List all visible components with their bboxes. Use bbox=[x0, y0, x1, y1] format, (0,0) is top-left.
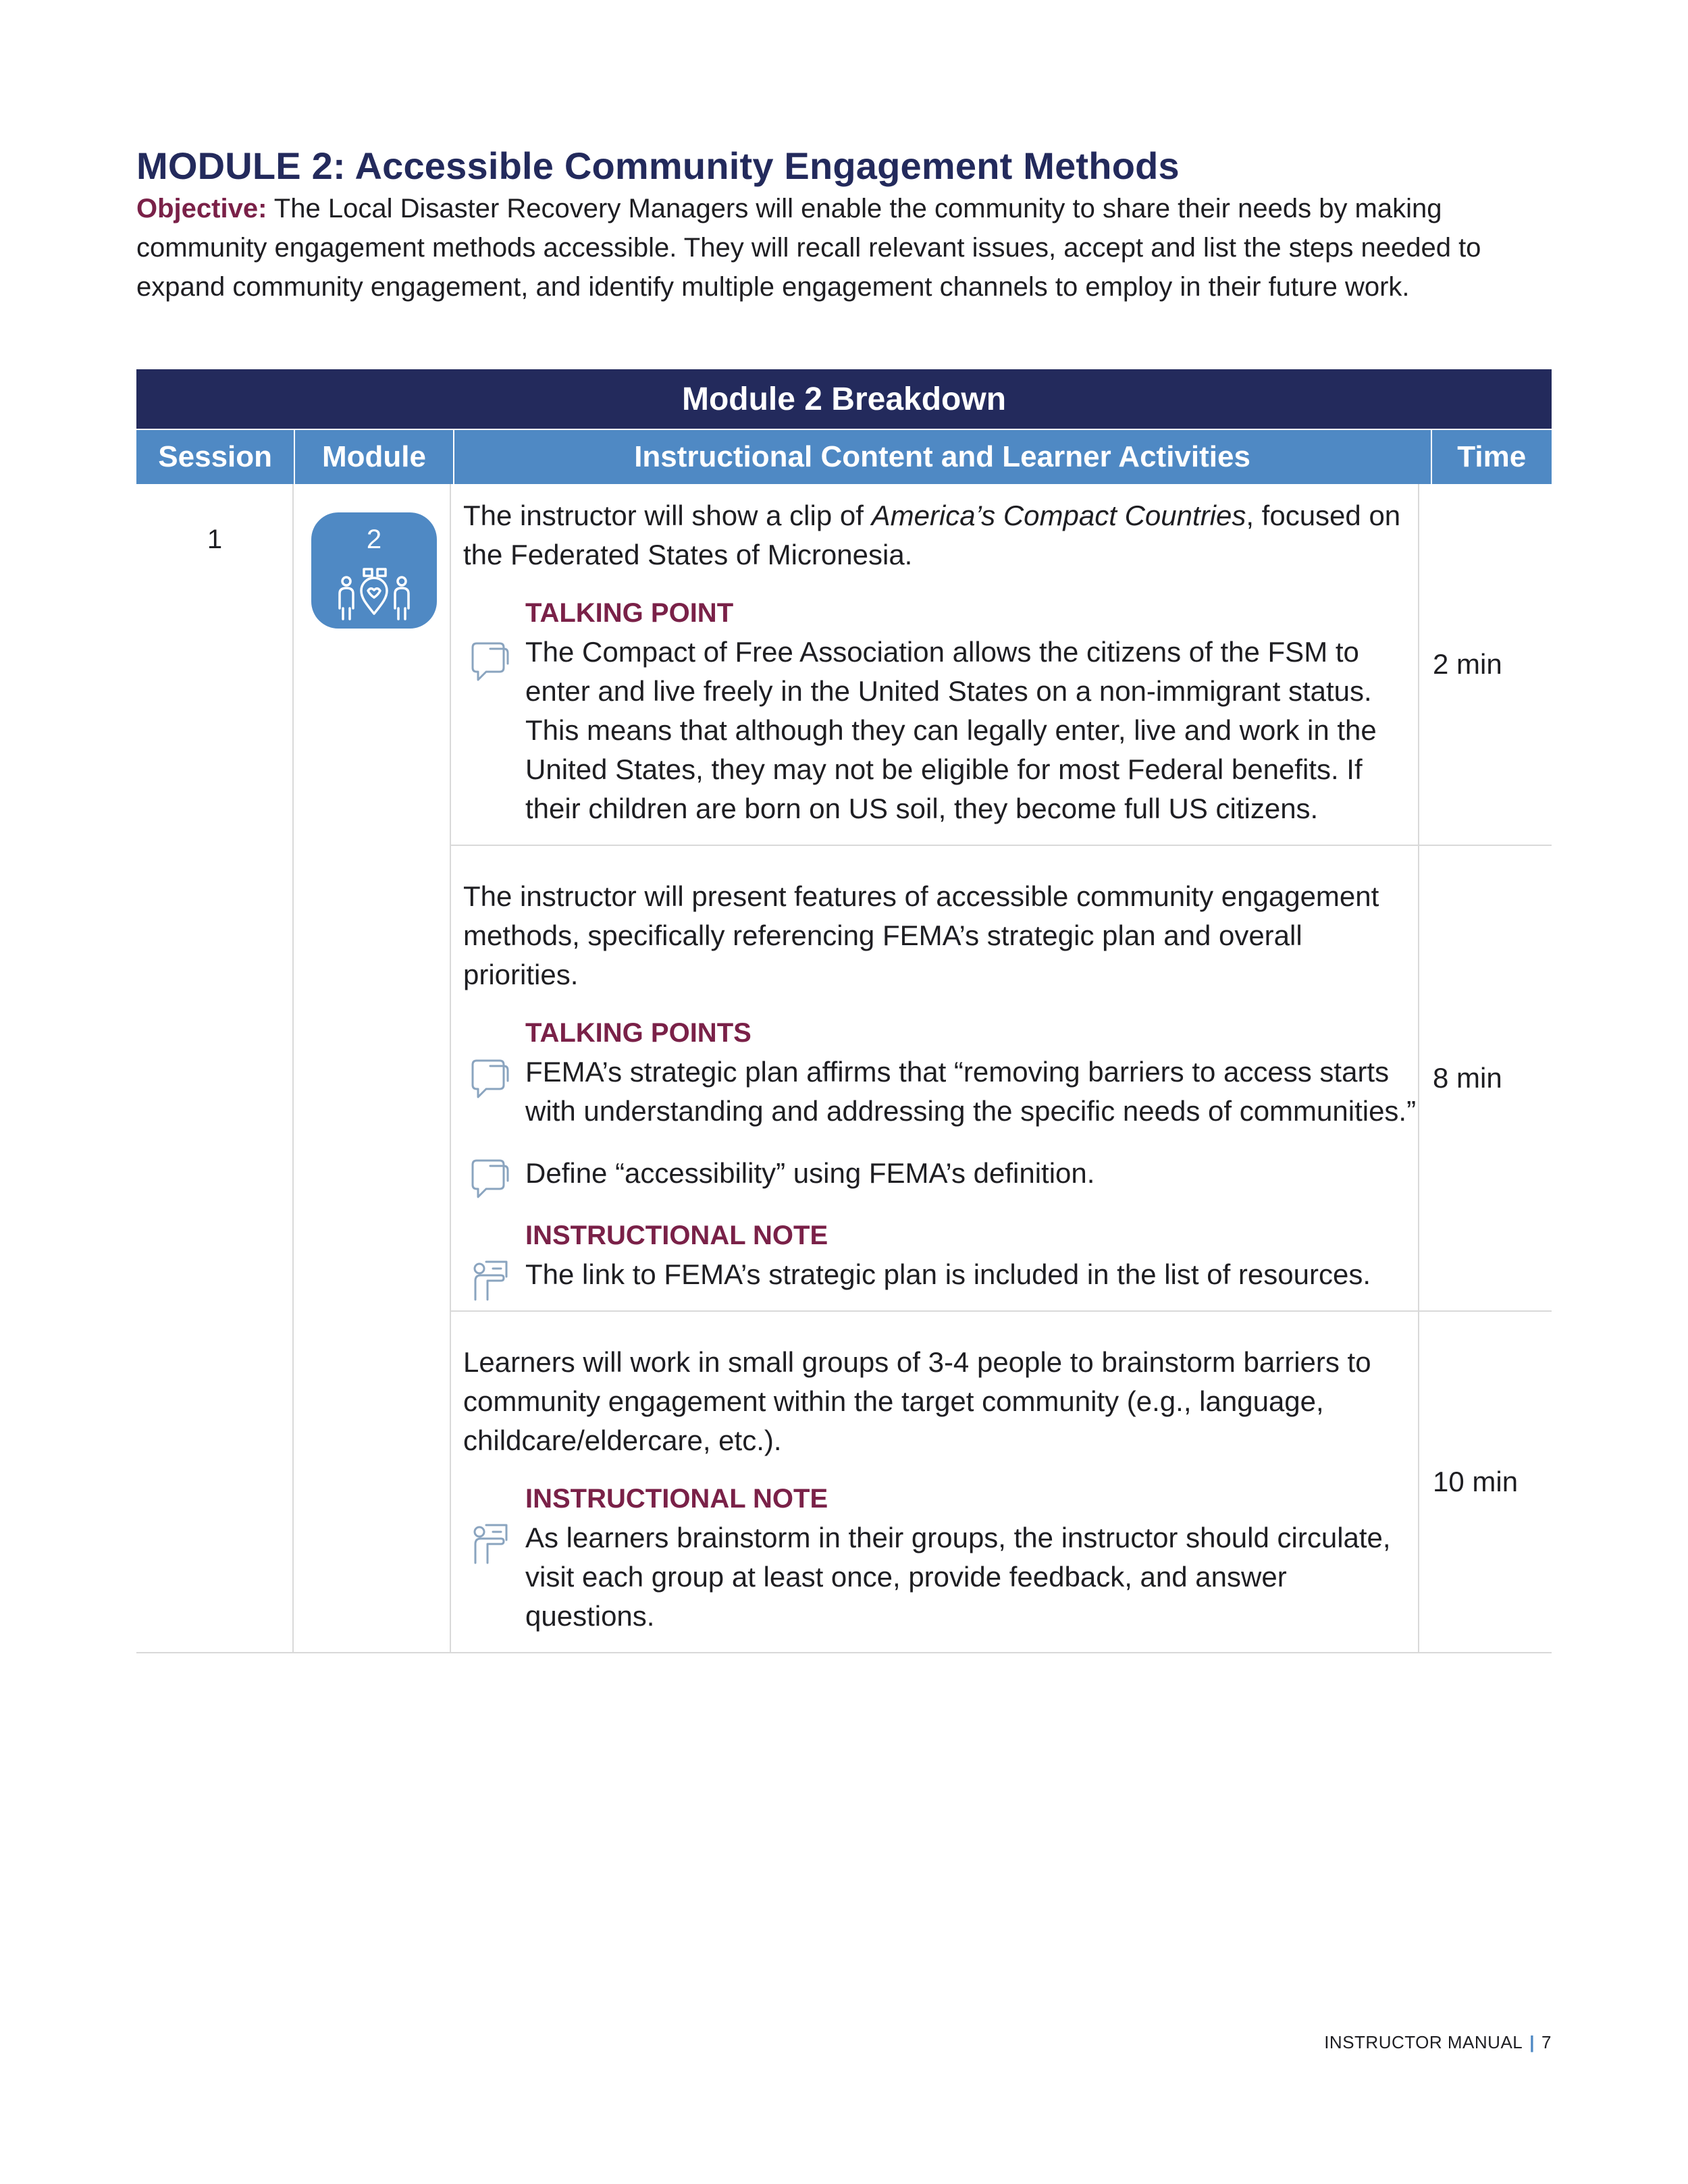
instructor-note-icon bbox=[470, 1259, 510, 1302]
table-row bbox=[451, 846, 1552, 1312]
talking-point-block bbox=[463, 1013, 1418, 1131]
content-cell bbox=[451, 484, 1419, 845]
table-row bbox=[451, 484, 1552, 846]
block-text: Define “accessibility” using FEMA’s definition. bbox=[525, 1157, 1095, 1189]
row-intro bbox=[463, 496, 1418, 575]
module-title: MODULE 2: Accessible Community Engagement Methods bbox=[136, 144, 1180, 187]
content-cell bbox=[451, 846, 1419, 1310]
block-text: The link to FEMA’s strategic plan is included in the list of resources. bbox=[525, 1258, 1371, 1290]
module-badge-number: 2 bbox=[366, 525, 382, 554]
module-column bbox=[294, 484, 451, 1652]
table-body bbox=[136, 484, 1552, 1653]
video-title: America’s Compact Countries bbox=[871, 500, 1246, 531]
time-cell: 8 min bbox=[1433, 1062, 1502, 1094]
row-intro: The instructor will present features of accessible community engagement methods, specifically referencing FEMA’s strategic plan and overall priorities. bbox=[463, 880, 1379, 990]
block-text: FEMA’s strategic plan affirms that “removing barriers to access starts with understanding and addressing the specific needs of communities.” bbox=[525, 1056, 1417, 1127]
instructor-note-icon bbox=[470, 1522, 510, 1566]
speech-bubble-icon bbox=[470, 1158, 510, 1201]
intro-text: , focused on the Federated States of Micronesia. bbox=[463, 500, 1401, 570]
footer-label: INSTRUCTOR MANUAL bbox=[1324, 2032, 1523, 2052]
speech-bubble-icon bbox=[470, 641, 510, 684]
header-module: Module bbox=[295, 430, 454, 484]
intro-text: The instructor will show a clip of bbox=[463, 500, 872, 531]
time-cell: 2 min bbox=[1433, 648, 1502, 680]
content-rows bbox=[451, 484, 1552, 1652]
header-session: Session bbox=[136, 430, 295, 484]
talking-point-block bbox=[463, 1154, 1418, 1193]
block-text: As learners brainstorm in their groups, the instructor should circulate, visit each group at least once, provide feedback, and answer questions. bbox=[525, 1522, 1391, 1632]
module-breakdown-table bbox=[136, 369, 1552, 1653]
instructional-note-block bbox=[463, 1479, 1418, 1636]
objective-label: Objective: bbox=[136, 194, 267, 223]
table-header-row bbox=[136, 430, 1552, 484]
instructional-note-block bbox=[463, 1216, 1418, 1294]
block-heading: INSTRUCTIONAL NOTE bbox=[525, 1484, 828, 1514]
header-content: Instructional Content and Learner Activities bbox=[454, 430, 1432, 484]
row-intro: Learners will work in small groups of 3-4 people to brainstorm barriers to community engagement within the target community (e.g., language, childcare/eldercare, etc.). bbox=[463, 1346, 1371, 1456]
speech-bubble-icon bbox=[470, 1058, 510, 1101]
session-column bbox=[136, 484, 294, 1652]
block-text: The Compact of Free Association allows the citizens of the FSM to enter and live freely in the United States on a non-immigrant status. This means that although they can legally enter, live and work in the United States, they may not be eligible for most Federal benefits. If their children are born on US soil, they become full US citizens. bbox=[525, 636, 1377, 824]
block-heading: INSTRUCTIONAL NOTE bbox=[525, 1221, 828, 1250]
objective bbox=[136, 189, 1552, 307]
objective-text: The Local Disaster Recovery Managers will enable the community to share their needs by making community engagement methods accessible. They will recall relevant issues, accept and list the steps needed to expand community engagement, and identify multiple engagement channels to employ in their future work. bbox=[136, 194, 1481, 302]
page bbox=[136, 143, 1552, 1632]
table-banner: Module 2 Breakdown bbox=[136, 369, 1552, 429]
footer-separator: | bbox=[1529, 2032, 1535, 2052]
block-heading: TALKING POINT bbox=[525, 598, 734, 628]
page-footer bbox=[1148, 2032, 1552, 2053]
module-badge bbox=[311, 512, 437, 629]
content-cell bbox=[451, 1312, 1419, 1652]
time-cell: 10 min bbox=[1433, 1466, 1519, 1497]
talking-point-block bbox=[463, 593, 1418, 828]
block-heading: TALKING POINTS bbox=[525, 1018, 751, 1048]
table-row bbox=[451, 1312, 1552, 1652]
page-number: 7 bbox=[1541, 2032, 1552, 2052]
header-time: Time bbox=[1457, 440, 1527, 473]
community-location-icon bbox=[337, 566, 411, 620]
session-number: 1 bbox=[207, 525, 223, 554]
